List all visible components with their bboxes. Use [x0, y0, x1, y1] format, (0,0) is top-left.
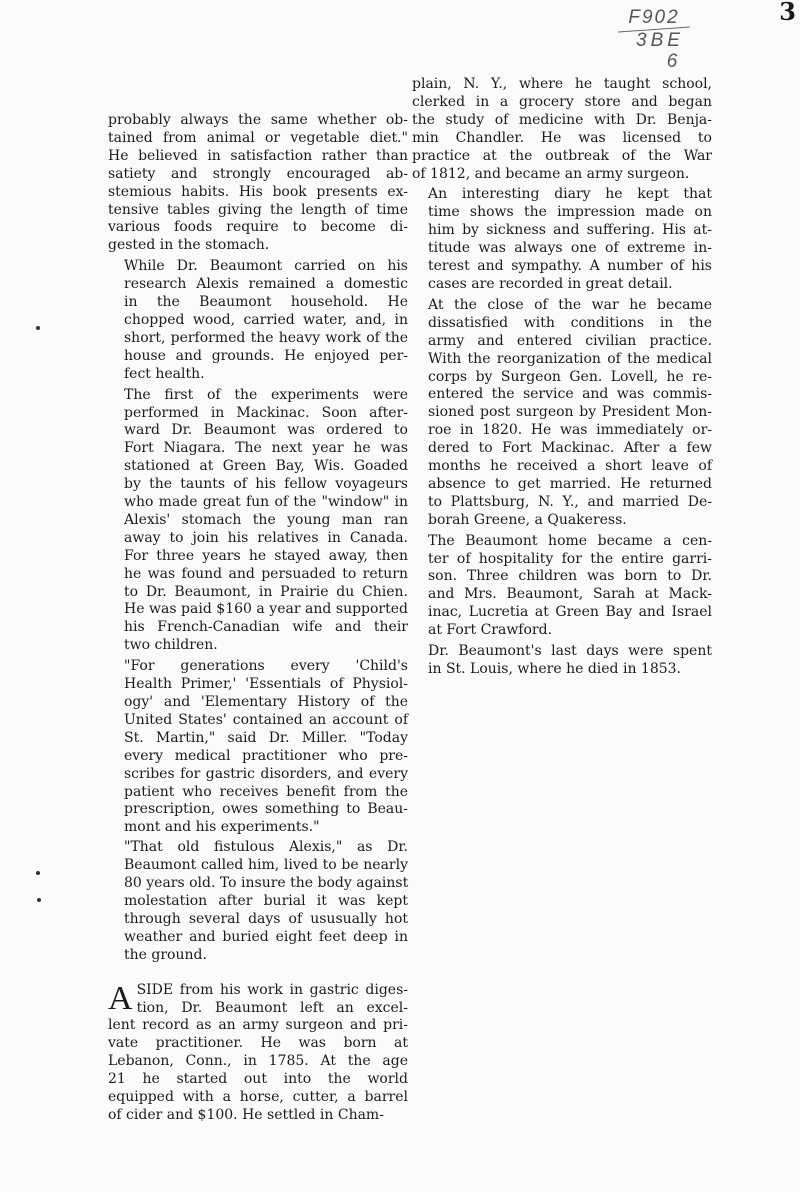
text-line: to Dr. Beaumont, in Prairie du Chien.: [124, 583, 408, 600]
text-line: tion, Dr. Beaumont left an excel-: [136, 999, 408, 1016]
text-line: probably always the same whether ob-: [108, 112, 408, 128]
page-number: 3: [779, 0, 796, 26]
text-line: scribes for gastric disorders, and every: [124, 765, 408, 782]
text-line: ogy' and 'Elementary History of the: [124, 694, 408, 710]
text-line: He believed in satisfaction rather than: [108, 147, 408, 164]
text-line: cases are recorded in great detail.: [428, 275, 673, 292]
section-paragraph: [108, 979, 408, 1125]
text-line: tensive tables giving the length of time: [108, 201, 408, 218]
text-line: ward Dr. Beaumont was ordered to: [124, 422, 408, 439]
text-line: lent record as an army surgeon and pri-: [108, 1017, 408, 1034]
paragraph: [412, 533, 712, 640]
text-line: research Alexis remained a domestic: [124, 276, 408, 293]
archive-code: F902: [628, 7, 680, 28]
text-line: An interesting diary he kept that: [428, 186, 712, 203]
right-column: [412, 76, 712, 679]
text-line: borah Greene, a Quakeress.: [428, 511, 627, 528]
text-line: tained from animal or vegetable diet.": [108, 129, 408, 146]
text-line: ter of hospitality for the entire garri-: [428, 550, 712, 567]
text-line: in the Beaumont household. He: [124, 294, 408, 311]
text-line: short, performed the heavy work of the: [124, 329, 408, 346]
text-line: corps by Surgeon Gen. Lovell, he re-: [428, 368, 712, 385]
text-line: Dr. Beaumont's last days were spent: [428, 643, 712, 660]
margin-mark: [36, 871, 40, 875]
left-column: [108, 112, 408, 1125]
paragraph: [412, 643, 712, 679]
text-line: "That old fistulous Alexis," as Dr.: [124, 839, 408, 856]
text-line: and Mrs. Beaumont, Sarah at Mack-: [428, 586, 712, 603]
text-line: mont and his experiments.": [124, 819, 320, 836]
text-line: away to join his relatives in Canada.: [124, 529, 408, 546]
text-line: through several days of ususually hot: [124, 910, 408, 927]
text-line: St. Martin," said Dr. Miller. "Today: [124, 729, 408, 746]
paragraph: [108, 112, 408, 255]
margin-mark: [36, 326, 40, 330]
text-line: army and entered civilian practice.: [428, 332, 712, 349]
text-line: The Beaumont home became a cen-: [428, 532, 712, 549]
text-line: fect health.: [124, 365, 205, 382]
text-line: stemious habits. His book presents ex-: [108, 183, 408, 200]
text-line: two children.: [124, 637, 218, 654]
text-line: He was paid $160 a year and supported: [124, 601, 408, 618]
text-line: patient who receives benefit from the: [124, 783, 408, 800]
text-line: entered the service and was commis-: [428, 386, 712, 403]
text-line: practice at the outbreak of the War: [412, 147, 712, 164]
text-line: he was found and persuaded to return: [124, 565, 408, 582]
text-line: who made great fun of the "window" in: [124, 494, 408, 511]
text-line: dered to Fort Mackinac. After a few: [428, 440, 712, 457]
paragraph: [108, 839, 408, 964]
archive-file-mark: [612, 8, 696, 71]
text-line: various foods require to become di-: [108, 219, 408, 236]
text-line: roe in 1820. He was immediately or-: [428, 422, 712, 439]
text-line: of 1812, and became an army surgeon.: [412, 165, 690, 182]
text-line: SIDE from his work in gastric diges-: [136, 981, 408, 998]
text-line: his French-Canadian wife and their: [124, 619, 408, 636]
text-line: Lebanon, Conn., in 1785. At the age: [108, 1053, 408, 1070]
text-line: Alexis' stomach the young man ran: [124, 511, 408, 528]
text-line: titude was always one of extreme in-: [428, 240, 712, 257]
section-text: [108, 979, 408, 1125]
text-line: molestation after burial it was kept: [124, 892, 408, 909]
text-line: son. Three children was born to Dr.: [428, 568, 712, 585]
text-line: months he received a short leave of: [428, 458, 712, 475]
text-line: min Chandler. He was licensed to: [412, 129, 712, 146]
text-line: dissatisfied with conditions in the: [428, 314, 712, 331]
drop-cap: A: [108, 979, 133, 1017]
text-line: Fort Niagara. The next year he was: [124, 440, 408, 457]
text-line: The first of the experiments were: [124, 386, 408, 403]
paragraph: [412, 76, 712, 183]
text-line: While Dr. Beaumont carried on his: [124, 258, 408, 275]
text-line: prescription, owes something to Beau-: [124, 801, 408, 818]
text-line: "For generations every 'Child's: [124, 658, 408, 675]
text-line: stationed at Green Bay, Wis. Goaded: [124, 458, 408, 475]
text-line: by the taunts of his fellow voyageurs: [124, 476, 408, 493]
text-line: At the close of the war he became: [428, 296, 712, 313]
text-line: 21 he started out into the world: [108, 1071, 408, 1088]
text-line: 80 years old. To insure the body against: [124, 875, 409, 892]
paragraph: [108, 258, 408, 383]
text-line: the study of medicine with Dr. Benja-: [412, 111, 712, 128]
text-line: equipped with a horse, cutter, a barrel: [108, 1089, 408, 1106]
margin-mark: [37, 898, 41, 902]
text-line: of cider and $100. He settled in Cham-: [108, 1106, 384, 1123]
text-line: satiety and strongly encouraged ab-: [108, 165, 408, 182]
archive-subcode: 3BE: [636, 30, 684, 51]
text-line: For three years he stayed away, then: [124, 547, 408, 564]
text-line: inac, Lucretia at Green Bay and Israel: [428, 604, 712, 621]
text-line: at Fort Crawford.: [428, 622, 553, 639]
text-line: United States' contained an account of: [124, 711, 408, 728]
text-line: terest and sympathy. A number of his: [428, 258, 712, 275]
text-line: With the reorganization of the medical: [428, 350, 712, 367]
text-line: chopped wood, carried water, and, in: [124, 311, 408, 328]
text-line: Beaumont called him, lived to be nearly: [124, 857, 408, 874]
section-break: [108, 965, 408, 982]
text-line: the ground.: [124, 946, 207, 963]
paragraph: [412, 297, 712, 530]
paragraph: [108, 658, 408, 837]
paragraph: [108, 387, 408, 656]
text-line: him by sickness and suffering. His at-: [428, 222, 712, 239]
text-line: absence to get married. He returned: [428, 475, 712, 492]
text-line: to Plattsburg, N. Y., and married De-: [428, 493, 712, 510]
text-line: house and grounds. He enjoyed per-: [124, 347, 408, 364]
text-line: plain, N. Y., where he taught school,: [412, 76, 712, 92]
text-line: every medical practitioner who pre-: [124, 747, 408, 764]
text-line: weather and buried eight feet deep in: [124, 928, 408, 945]
text-line: Health Primer,' 'Essentials of Physiol-: [124, 676, 408, 693]
text-line: performed in Mackinac. Soon after-: [124, 404, 408, 421]
text-line: gested in the stomach.: [108, 237, 270, 254]
archive-number: 6: [666, 51, 678, 72]
text-line: time shows the impression made on: [428, 204, 712, 221]
text-line: sioned post surgeon by President Mon-: [428, 404, 712, 421]
paragraph: [412, 186, 712, 293]
text-line: clerked in a grocery store and began: [412, 93, 712, 110]
text-line: in St. Louis, where he died in 1853.: [428, 661, 681, 677]
text-line: vate practitioner. He was born at: [108, 1035, 408, 1052]
